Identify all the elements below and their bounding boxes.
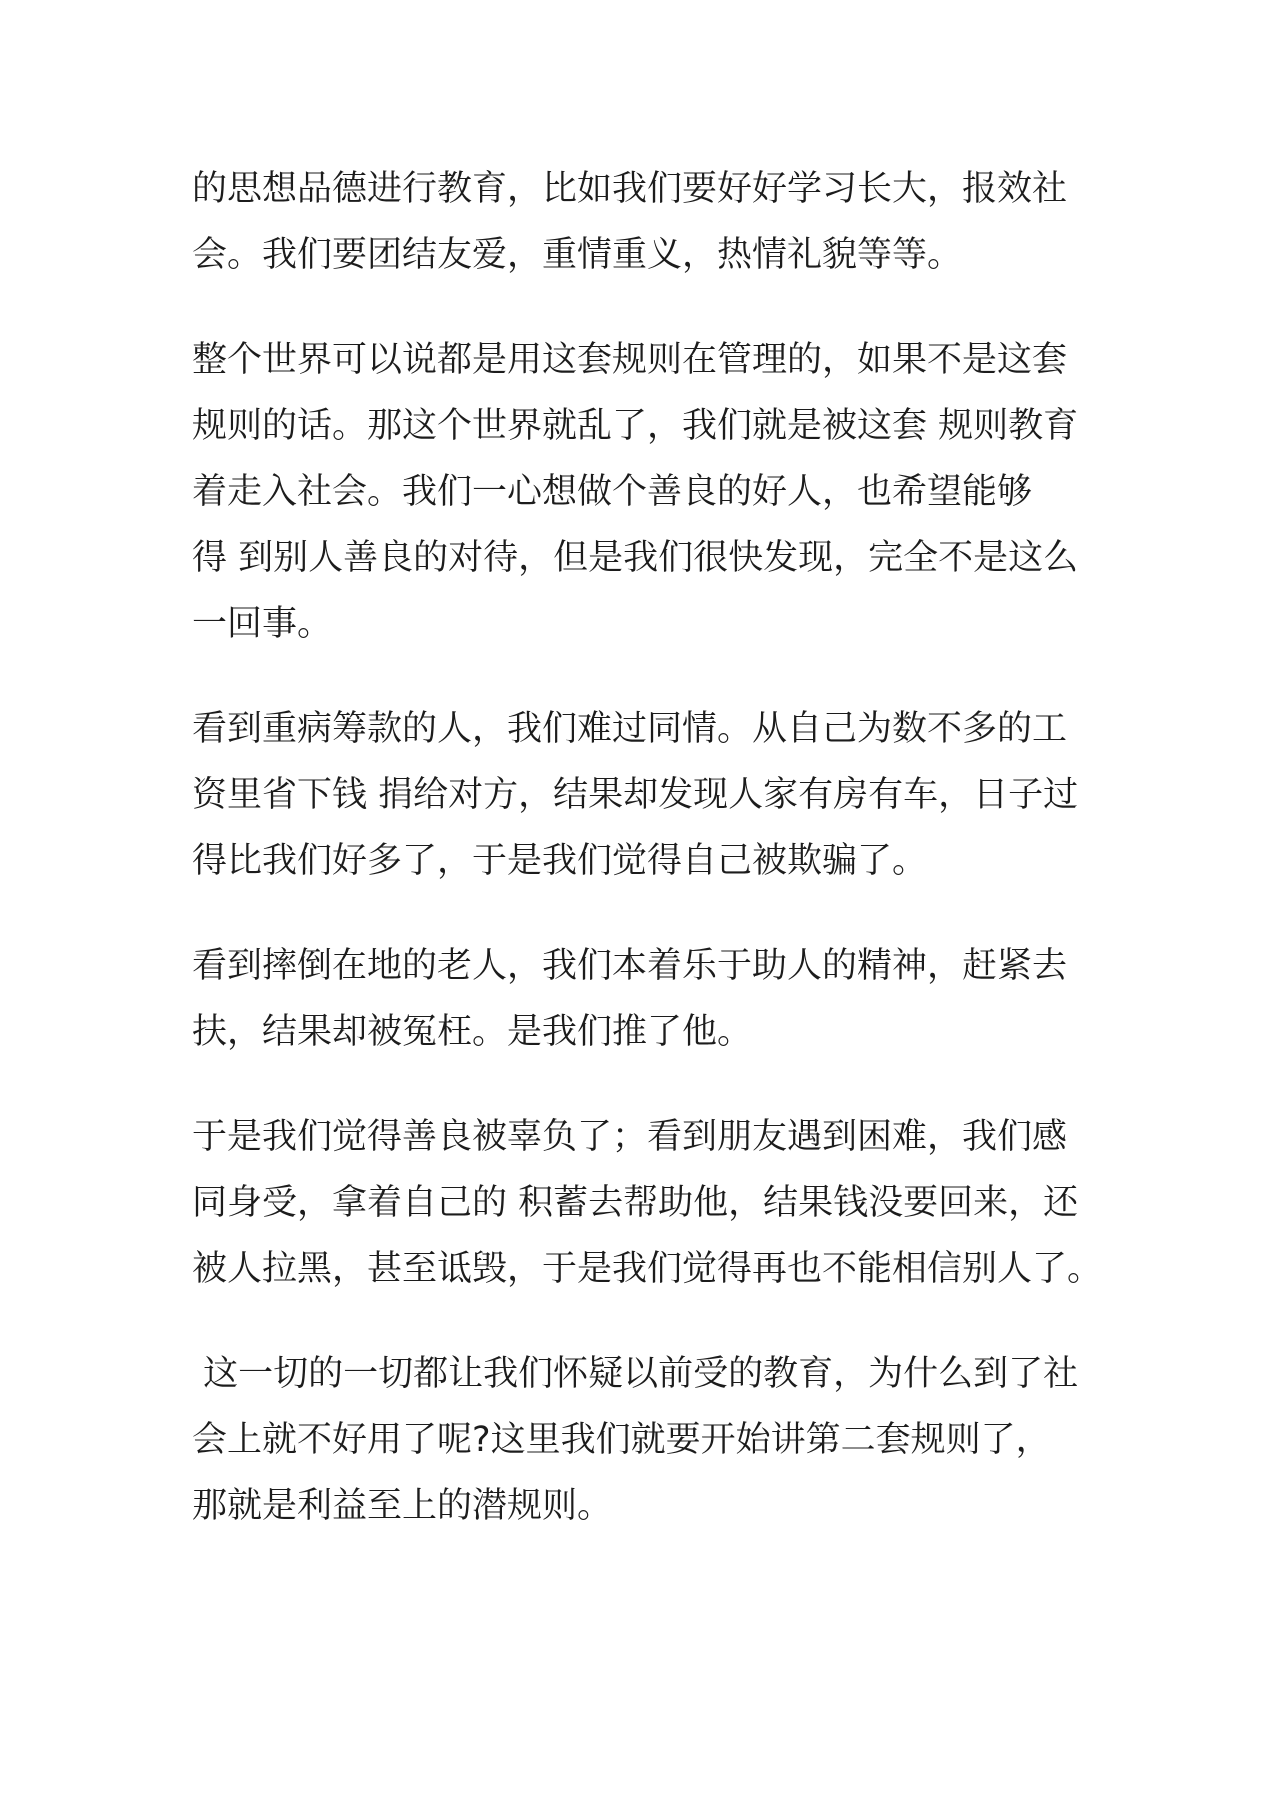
text-line: 那就是利益至上的潜规则。: [192, 1486, 613, 1526]
text-line: 得 到别人善良的对待，但是我们很快发现，完全不是这么: [192, 538, 1079, 578]
paragraph-gap: [192, 1065, 1092, 1104]
text-line: 得比我们好多了，于是我们觉得自己被欺骗了。: [192, 841, 928, 881]
paragraph-2: [192, 327, 1092, 657]
text-line: 这一切的一切都让我们怀疑以前受的教育，为什么到了社: [192, 1354, 1079, 1394]
paragraph-6: [192, 1341, 1092, 1539]
text-line: 于是我们觉得善良被辜负了；看到朋友遇到困难，我们感: [192, 1117, 1068, 1157]
text-line: 整个世界可以说都是用这套规则在管理的，如果不是这套: [192, 340, 1068, 380]
text-line: 被人拉黑，甚至诋毁，于是我们觉得再也不能相信别人了。: [192, 1249, 1103, 1289]
paragraph-gap: [192, 1302, 1092, 1341]
text-line: 扶，结果却被冤枉。是我们推了他。: [192, 1012, 753, 1052]
document-body: [192, 156, 1103, 1539]
text-line: 一回事。: [192, 604, 333, 644]
text-line: 同身受，拿着自己的 积蓄去帮助他，结果钱没要回来，还: [192, 1183, 1079, 1223]
text-line: 会。我们要团结友爱，重情重义，热情礼貌等等。: [192, 235, 963, 275]
text-line: 资里省下钱 捐给对方，结果却发现人家有房有车，日子过: [192, 775, 1079, 815]
paragraph-gap: [192, 288, 1092, 327]
paragraph-5: [192, 1104, 1103, 1302]
paragraph-3: [192, 696, 1092, 894]
text-line: 会上就不好用了呢?这里我们就要开始讲第二套规则了，: [192, 1420, 1051, 1460]
paragraph-gap: [192, 894, 1092, 933]
text-line: 规则的话。那这个世界就乱了，我们就是被这套 规则教育: [192, 406, 1079, 446]
paragraph-4: [192, 933, 1092, 1065]
text-line: 看到重病筹款的人，我们难过同情。从自己为数不多的工: [192, 709, 1068, 749]
paragraph-gap: [192, 657, 1092, 696]
paragraph-1: [192, 156, 1092, 288]
text-line: 看到摔倒在地的老人，我们本着乐于助人的精神，赶紧去: [192, 946, 1068, 986]
text-line: 的思想品德进行教育，比如我们要好好学习长大，报效社: [192, 169, 1068, 209]
text-line: 着走入社会。我们一心想做个善良的好人，也希望能够: [192, 472, 1033, 512]
